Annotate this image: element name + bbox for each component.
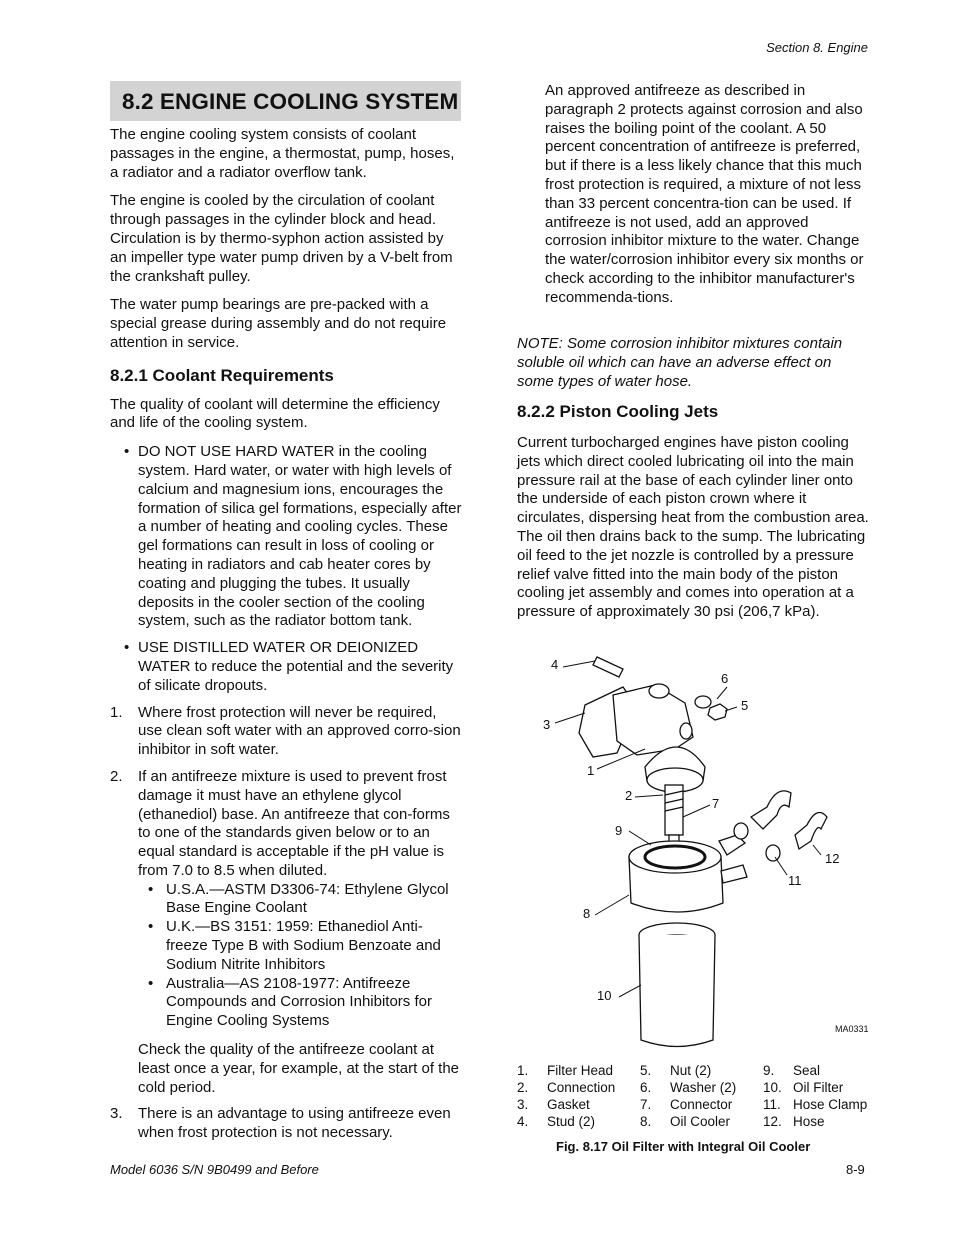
page-number: 8-9 [846,1162,865,1177]
item-number: 2. [110,767,123,785]
legend-row [517,1113,867,1130]
legend-label: Connector [670,1097,733,1112]
item-number: 3. [110,1105,123,1123]
legend-label: Hose Clamp [793,1097,868,1112]
footer-model: Model 6036 S/N 9B0499 and Before [110,1162,319,1177]
legend-num: 4. [517,1114,529,1129]
intro-paragraph: The engine is cooled by the circulation of coolant through passages in the cylinder block and head. Circulation is by thermo-syphon action assisted by an impeller type water pump driven by a V-belt from the crankshaft pulley. [110,192,453,285]
note-text: NOTE: Some corrosion inhibitor mixtures contain soluble oil which can have an adverse effect on some types of water hose. [517,335,843,390]
legend-num: 5. [640,1063,652,1078]
legend-num: 11. [763,1097,781,1112]
standards-list [138,881,462,1031]
callout-6: 6 [721,671,729,686]
legend-num: 3. [517,1097,529,1112]
item-text: If an antifreeze mixture is used to prevent frost damage it must have an ethylene glycol (ethanediol) base. An antifreeze that con-forms to one of the standards given below or to an equal standard is acceptable if the pH value is from 7.0 to 8.5 when diluted. [138,767,450,879]
lower-connector-shape [721,865,747,883]
callout-4: 4 [551,657,559,672]
legend-label: Oil Cooler [670,1114,731,1129]
figure-caption: Fig. 8.17 Oil Filter with Integral Oil Cooler [556,1139,811,1154]
legend-label: Seal [793,1063,821,1078]
head-port-shape [680,723,692,739]
legend-label: Washer (2) [670,1080,737,1095]
legend-num: 9. [763,1063,775,1078]
head-boss-shape [649,684,669,698]
oil-filter-shape [639,935,715,1047]
standard-item: • U.S.A.—ASTM D3306-74: Ethylene Glycol Base Engine Coolant [138,881,462,919]
check-quality-text: Check the quality of the antifreeze coolant at least once a year, for example, at the start of the cold period. [138,1041,460,1096]
figure-code: MA0331 [835,1024,869,1034]
item-text: There is an advantage to using antifreeze even when frost protection is not necessary. [138,1105,451,1142]
numbered-item-2 [110,768,462,1098]
callout-10: 10 [597,988,612,1003]
legend-num: 6. [640,1080,652,1095]
legend-num: 1. [517,1063,529,1078]
figure-legend [517,1062,867,1130]
legend-row [517,1062,867,1079]
standard-item: • Australia—AS 2108-1977: Antifreeze Compounds and Corrosion Inhibitors for Engine Cooling Systems [138,975,462,1031]
hose-shape [751,791,791,829]
callout-5: 5 [741,698,749,713]
callout-12: 12 [825,851,840,866]
legend-row [517,1096,867,1113]
oil-filter-diagram [505,645,875,1050]
left-column [110,126,462,1151]
hose-shape [795,813,827,850]
callout-7: 7 [712,796,720,811]
legend-num: 2. [517,1080,529,1095]
hose-clamp-shape [734,823,748,839]
hose-clamp-shape [766,845,780,861]
callout-1: 1 [587,763,595,778]
stud-shape [593,657,623,677]
legend-label: Oil Filter [793,1080,844,1095]
section-title: 8.2 ENGINE COOLING SYSTEM [122,89,459,114]
coolant-bullets [110,443,462,695]
legend-label: Stud (2) [547,1114,596,1129]
legend-label: Gasket [547,1097,590,1112]
piston-paragraph: Current turbocharged engines have piston cooling jets which direct cooled lubricating oil into the main pressure rail at the base of each cylinder liner onto the underside of each piston crown where it circulates, dispersing heat from the combustion area. The oil then drains back to the sump. The lubricating oil feed to the jet nozzle is controlled by a pressure relief valve fitted into the main body of the piston cooling jet assembly and comes into operation at a pressure of approximately 30 psi (206,7 kPa). [517,434,869,621]
callout-8: 8 [583,906,591,921]
legend-num: 8. [640,1114,652,1129]
legend-num: 12. [763,1114,782,1129]
standard-item: • U.K.—BS 3151: 1959: Ethanediol Anti-freeze Type B with Sodium Benzoate and Sodium Nitrite Inhibitors [138,918,462,974]
legend-label: Filter Head [547,1063,614,1078]
legend-row [517,1079,867,1096]
item-number: 1. [110,703,123,721]
numbered-item-3 [110,1105,462,1143]
nut-shape [708,704,727,720]
washer-shape [695,696,711,708]
callout-2: 2 [625,788,633,803]
coolant-intro: The quality of coolant will determine the efficiency and life of the cooling system. [110,395,440,432]
subsection-title-coolant: 8.2.1 Coolant Requirements [110,365,334,385]
legend-label: Hose [793,1114,825,1129]
intro-paragraph: The engine cooling system consists of coolant passages in the engine, a thermostat, pump, hoses, a radiator and a radiator overflow tank. [110,126,455,181]
callout-3: 3 [543,717,551,732]
running-header: Section 8. Engine [766,40,868,55]
section-title-box [110,81,461,121]
legend-label: Nut (2) [670,1063,712,1078]
antifreeze-paragraph: An approved antifreeze as described in paragraph 2 protects against corrosion and also raises the boiling point of the coolant. A 50 percent concentration of antifreeze is preferred, but if there is a less likely chance that this much frost protection is required, a mixture of not less than 33 percent concentra-tion can be used. If antifreeze is not used, add an approved corrosion inhibitor mixture to the water. Change the water/corrosion inhibitor every six months or check according to the inhibitor manufacturer's recommenda-tions. [545,82,864,306]
legend-num: 10. [763,1080,782,1095]
subsection-title-piston: 8.2.2 Piston Cooling Jets [517,402,719,421]
callout-9: 9 [615,823,623,838]
legend-num: 7. [640,1097,652,1112]
bullet-item: • USE DISTILLED WATER OR DEIONIZED WATER to reduce the potential and the severity of silicate dropouts. [110,639,462,695]
intro-paragraph: The water pump bearings are pre-packed with a special grease during assembly and do not require attention in service. [110,296,447,351]
callout-11: 11 [788,873,802,888]
coolant-numbered-list [110,704,462,1144]
legend-label: Connection [547,1080,616,1095]
item-text: Where frost protection will never be required, use clean soft water with an approved corro-sion inhibitor in soft water. [138,703,461,759]
numbered-item-1 [110,704,462,760]
bullet-item: • DO NOT USE HARD WATER in the cooling system. Hard water, or water with high levels of calcium and magnesium ions, encourages the formation of silica gel formations, especially after a number of heating and cooling cycles. These gel formations can result in loss of cooling or heating in radiators and cab heater cores by coating and plugging the tubes. It usually deposits in the cooler section of the cooling system, such as the radiator bottom tank. [110,443,462,631]
